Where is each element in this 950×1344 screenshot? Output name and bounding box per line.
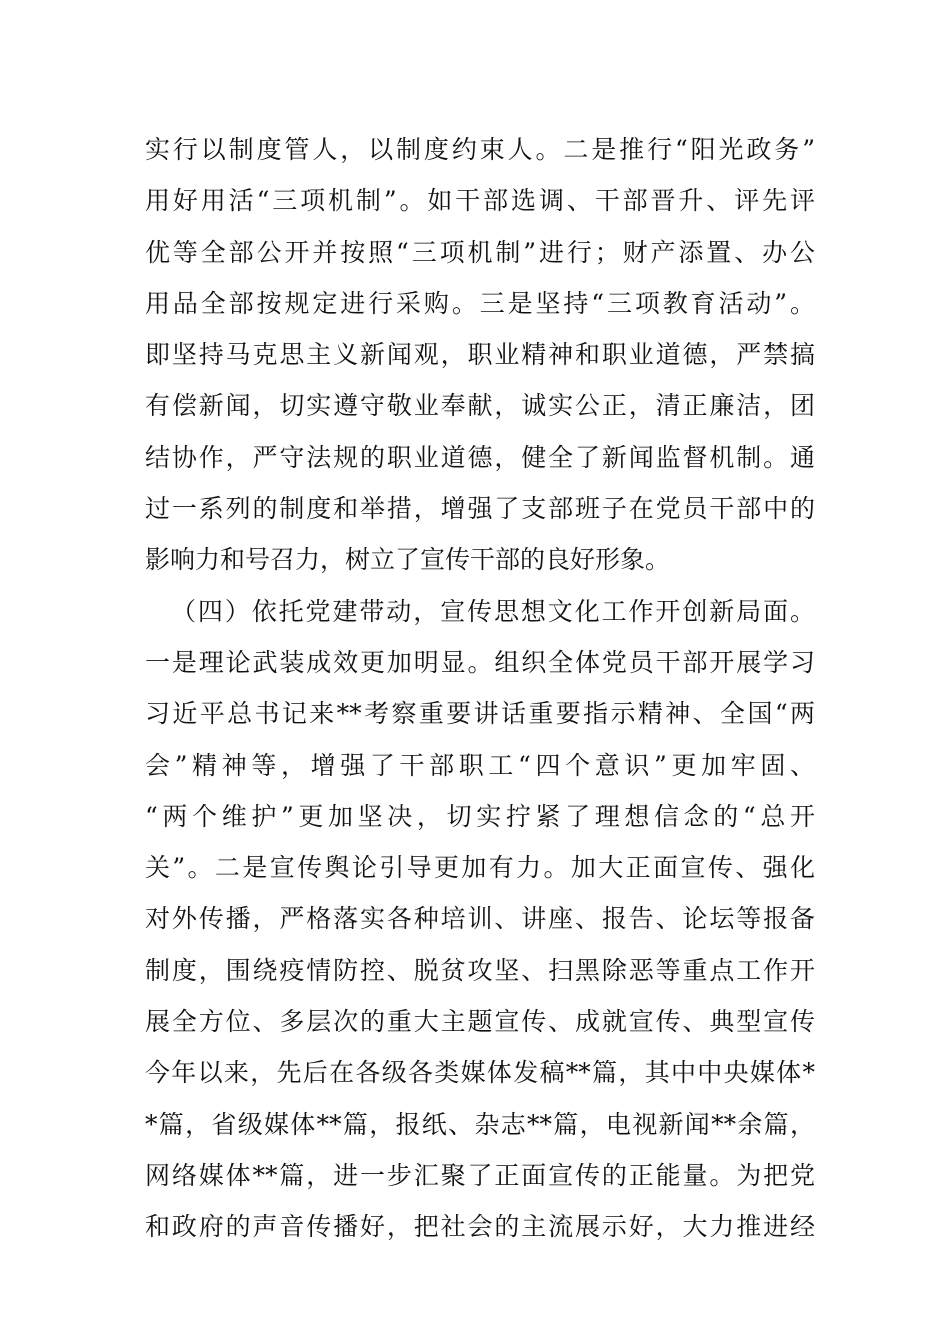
text-line: 实行以制度管人，以制度约束人。二是推行“阳光政务”: [145, 135, 815, 164]
body-text: [145, 124, 815, 1253]
text-line: 今年以来，先后在各级各类媒体发稿**篇，其中中央媒体*: [145, 1058, 815, 1088]
text-line: *篇，省级媒体**篇，报纸、杂志**篇，电视新闻**余篇，: [145, 1109, 815, 1139]
text-line: 和政府的声音传播好，把社会的主流展示好，大力推进经: [145, 1212, 815, 1242]
section-heading-line: （四）依托党建带动，宣传思想文化工作开创新局面。: [171, 596, 815, 626]
text-line: 对外传播，严格落实各种培训、讲座、报告、论坛等报备: [145, 904, 815, 934]
text-line: 习近平总书记来**考察重要讲话重要指示精神、全国“两: [145, 699, 815, 729]
text-line: 网络媒体**篇，进一步汇聚了正面宣传的正能量。为把党: [145, 1160, 815, 1190]
text-line: 一是理论武装成效更加明显。组织全体党员干部开展学习: [145, 647, 815, 677]
text-line: 会”精神等，增强了干部职工“四个意识”更加牢固、: [145, 750, 815, 780]
text-line: 即坚持马克思主义新闻观，职业精神和职业道德，严禁搞: [145, 340, 815, 370]
text-line: “两个维护”更加坚决，切实拧紧了理想信念的“总开: [145, 801, 815, 831]
text-line: 过一系列的制度和举措，增强了支部班子在党员干部中的: [145, 494, 815, 524]
text-line: 制度，围绕疫情防控、脱贫攻坚、扫黑除恶等重点工作开: [145, 955, 815, 985]
text-line: 优等全部公开并按照“三项机制”进行；财产添置、办公: [145, 237, 815, 267]
text-line: 用品全部按规定进行采购。三是坚持“三项教育活动”。: [145, 288, 815, 318]
text-line: 影响力和号召力，树立了宣传干部的良好形象。: [145, 545, 671, 575]
text-line: 有偿新闻，切实遵守敬业奉献，诚实公正，清正廉洁，团: [145, 391, 815, 421]
text-line: 关”。二是宣传舆论引导更加有力。加大正面宣传、强化: [145, 853, 815, 883]
text-line: 用好用活“三项机制”。如干部选调、干部晋升、评先评: [145, 186, 815, 216]
text-line: 展全方位、多层次的重大主题宣传、成就宣传、典型宣传: [145, 1007, 815, 1037]
text-line: 结协作，严守法规的职业道德，健全了新闻监督机制。通: [145, 442, 815, 472]
